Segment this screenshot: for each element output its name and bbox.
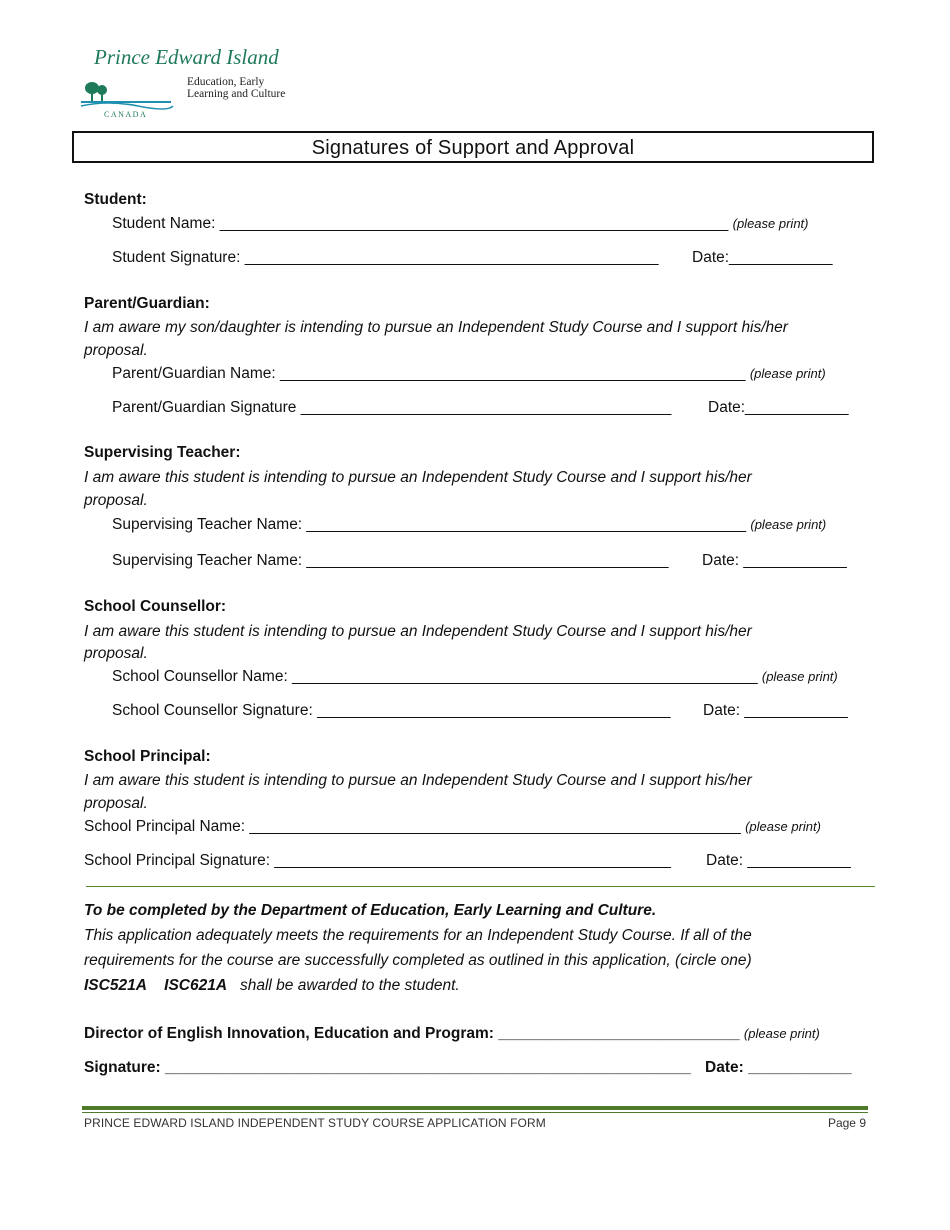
teacher-date-field[interactable]: Date: ____________ — [702, 552, 847, 569]
director-signature-field[interactable]: Signature: _____________________________________________________________ — [84, 1059, 691, 1076]
principal-signature-field[interactable]: School Principal Signature: ______________________________________________ — [84, 852, 671, 869]
principal-statement-end: proposal. — [84, 795, 148, 812]
department-text-2: requirements for the course are successfully completed as outlined in this application, (circle one) — [84, 952, 752, 969]
student-signature-field[interactable]: Student Signature: ________________________________________________ — [112, 249, 659, 266]
teacher-statement: I am aware this student is intending to pursue an Independent Study Course and I support his/her — [84, 469, 752, 486]
course-options: ISC521A ISC621A shall be awarded to the student. — [84, 977, 460, 994]
principal-name-field[interactable]: School Principal Name: _________________________________________________________ (please print) — [84, 818, 821, 835]
counsellor-statement: I am aware this student is intending to pursue an Independent Study Course and I support his/her — [84, 623, 752, 640]
logo-country: CANADA — [104, 110, 148, 119]
department-name: Education, Early Learning and Culture — [187, 76, 286, 100]
counsellor-signature-field[interactable]: School Counsellor Signature: _________________________________________ — [112, 702, 671, 719]
teacher-statement-end: proposal. — [84, 492, 148, 509]
principal-date-field[interactable]: Date: ____________ — [706, 852, 851, 869]
course-option-isc621a[interactable]: ISC621A — [164, 977, 228, 994]
course-option-isc521a[interactable]: ISC521A — [84, 977, 147, 994]
parent-name-field[interactable]: Parent/Guardian Name: ______________________________________________________ (please print) — [112, 365, 826, 382]
counsellor-heading: School Counsellor: — [84, 598, 227, 615]
counsellor-name-field[interactable]: School Counsellor Name: ______________________________________________________ (please print) — [112, 668, 838, 685]
student-date-field[interactable]: Date:____________ — [692, 249, 833, 266]
section-divider — [86, 886, 875, 887]
director-date-field[interactable]: Date: ____________ — [705, 1059, 852, 1076]
principal-statement: I am aware this student is intending to pursue an Independent Study Course and I support his/her — [84, 772, 752, 789]
department-heading: To be completed by the Department of Education, Early Learning and Culture. — [84, 902, 657, 919]
student-name-field[interactable]: Student Name: ___________________________________________________________ (please print) — [112, 215, 809, 232]
director-name-field[interactable]: Director of English Innovation, Education and Program: ____________________________ (please print) — [84, 1025, 820, 1042]
page-title: Signatures of Support and Approval — [72, 131, 874, 163]
counsellor-statement-end: proposal. — [84, 645, 148, 662]
principal-heading: School Principal: — [84, 748, 211, 765]
teacher-heading: Supervising Teacher: — [84, 444, 241, 461]
department-text-1: This application adequately meets the requirements for an Independent Study Course. If all of the — [84, 927, 752, 944]
parent-signature-field[interactable]: Parent/Guardian Signature ___________________________________________ — [112, 399, 672, 416]
logo-wordmark: Prince Edward Island — [94, 45, 279, 69]
teacher-name-field[interactable]: Supervising Teacher Name: ___________________________________________________ (please print) — [112, 516, 827, 533]
teacher-second-field[interactable]: Supervising Teacher Name: __________________________________________ — [112, 552, 669, 569]
parent-statement: I am aware my son/daughter is intending to pursue an Independent Study Course and I support his/her — [84, 319, 788, 336]
student-heading: Student: — [84, 191, 147, 208]
parent-heading: Parent/Guardian: — [84, 295, 210, 312]
footer-rule-thin — [82, 1112, 868, 1113]
parent-date-field[interactable]: Date:____________ — [708, 399, 849, 416]
footer-form-name: PRINCE EDWARD ISLAND INDEPENDENT STUDY COURSE APPLICATION FORM — [84, 1116, 546, 1130]
counsellor-date-field[interactable]: Date: ____________ — [703, 702, 848, 719]
page-number: Page 9 — [827, 1116, 866, 1130]
parent-statement-end: proposal. — [84, 342, 148, 359]
footer-rule — [82, 1106, 868, 1110]
